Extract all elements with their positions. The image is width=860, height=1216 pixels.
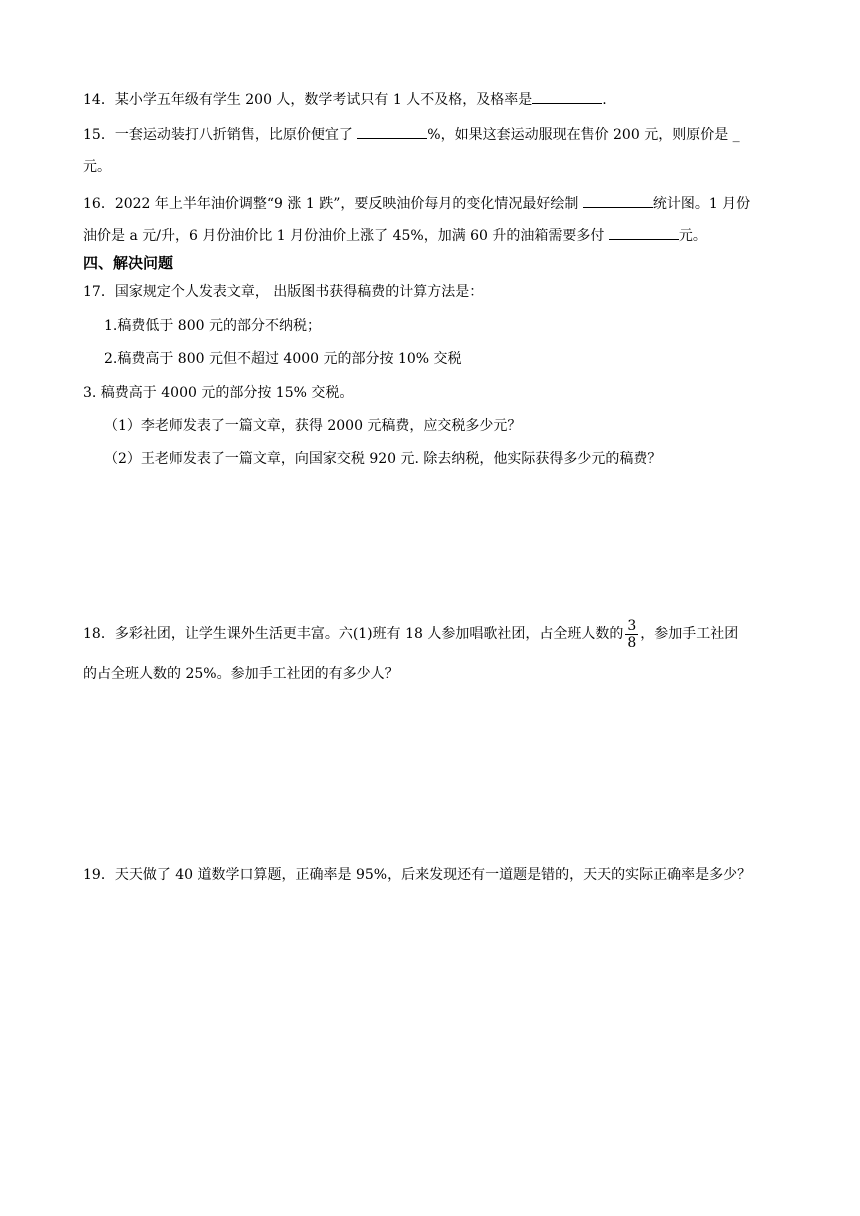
question-15-line2 bbox=[83, 157, 111, 177]
question-17-rule-2: 2.稿费高于 800 元但不超过 4000 元的部分按 10% 交税 bbox=[104, 351, 462, 367]
answer-blank bbox=[583, 193, 653, 208]
answer-blank bbox=[532, 89, 602, 104]
question-16 bbox=[83, 193, 750, 214]
question-17-intro: 17．国家规定个人发表文章， 出版图书获得稿费的计算方法是： bbox=[83, 284, 484, 300]
fraction-denominator: 8 bbox=[627, 634, 637, 651]
question-16-text-part2: 统计图。1 月份 bbox=[652, 196, 751, 212]
question-14-tail: . bbox=[602, 92, 607, 108]
question-15-text-part1: 15．一套运动装打八折销售，比原价便宜了 bbox=[83, 127, 358, 143]
question-17-sub-2: （2）王老师发表了一篇文章，向国家交税 920 元. 除去纳税，他实际获得多少元的稿费？ bbox=[104, 451, 662, 467]
question-18-text-part1: 18．多彩社团，让学生课外生活更丰富。六(1)班有 18 人参加唱歌社团，占全班人数的 bbox=[83, 626, 624, 642]
question-14 bbox=[83, 89, 607, 110]
question-19: 19．天天做了 40 道数学口算题，正确率是 95%，后来发现还有一道题是错的，天天的实际正确率是多少？ bbox=[83, 867, 752, 883]
question-16-line2 bbox=[83, 225, 707, 246]
question-18 bbox=[83, 614, 738, 654]
fraction bbox=[625, 618, 638, 651]
question-14-text: 14．某小学五年级有学生 200 人，数学考试只有 1 人不及格，及格率是 bbox=[83, 92, 533, 108]
answer-blank bbox=[609, 225, 679, 240]
question-16-text-line2a: 油价是 a 元/升，6 月份油价比 1 月份油价上涨了 45%，加满 60 升的油箱需要多付 bbox=[83, 228, 609, 244]
section-heading: 四、解决问题 bbox=[83, 254, 174, 272]
question-17-sub-1: （1）李老师发表了一篇文章，获得 2000 元稿费，应交税多少元？ bbox=[104, 418, 522, 434]
question-17-rule-3: 3. 稿费高于 4000 元的部分按 15% 交税。 bbox=[83, 385, 354, 401]
question-16-text-line2b: 元。 bbox=[678, 228, 707, 244]
fraction-numerator: 3 bbox=[627, 617, 637, 634]
answer-blank bbox=[357, 124, 427, 139]
question-16-text-part1: 16．2022 年上半年油价调整“9 涨 1 跌”，要反映油价每月的变化情况最好绘制 bbox=[83, 196, 583, 212]
question-15-text-part2: %，如果这套运动服现在售价 200 元，则原价是 _ bbox=[427, 127, 740, 143]
question-15 bbox=[83, 124, 740, 145]
question-18-text-part2: ，参加手工社团 bbox=[640, 626, 739, 642]
question-15-unit: 元。 bbox=[83, 159, 111, 175]
question-17-rule-1: 1.稿费低于 800 元的部分不纳税； bbox=[104, 318, 321, 334]
question-18-line2: 的占全班人数的 25%。参加手工社团的有多少人？ bbox=[83, 666, 399, 682]
